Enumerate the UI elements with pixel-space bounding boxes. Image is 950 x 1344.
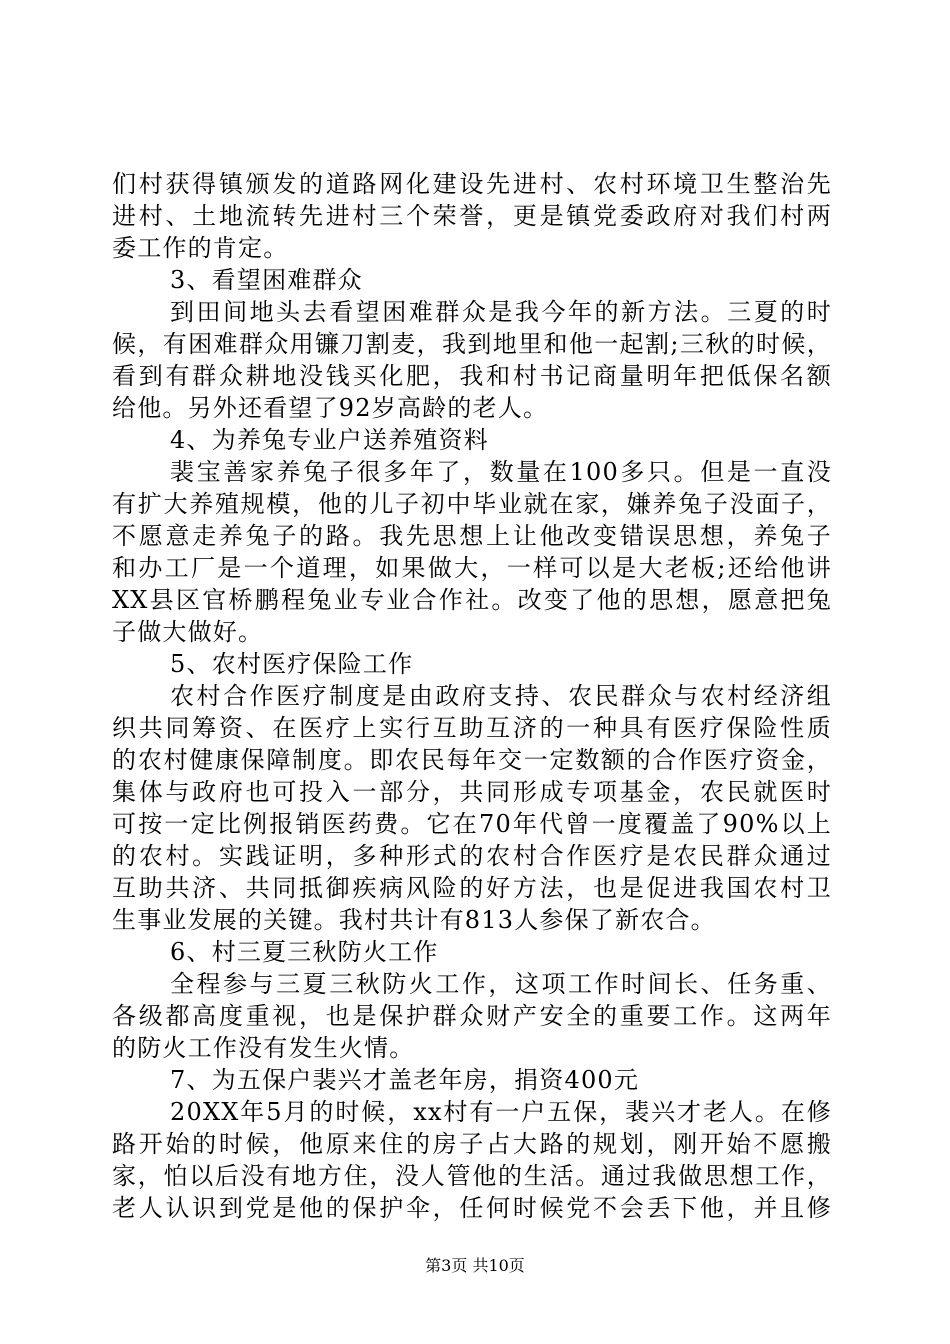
- section-heading: 6、村三夏三秋防火工作: [170, 938, 439, 966]
- page-number: 第3页 共10页: [425, 1256, 525, 1275]
- text-line: 子做大做好。: [112, 618, 264, 646]
- section-heading: 7、为五保户裴兴才盖老年房，捐资400元: [170, 1066, 640, 1094]
- text-line: 全程参与三夏三秋防火工作，这项工作时间长、任务重、: [170, 970, 832, 998]
- page-footer: [0, 1256, 950, 1276]
- text-line: 有扩大养殖规模，他的儿子初中毕业就在家，嫌养兔子没面子，: [112, 490, 832, 518]
- text-line: 给他。另外还看望了92岁高龄的老人。: [112, 394, 549, 422]
- section-heading: 4、为养兔专业户送养殖资料: [170, 426, 489, 454]
- body-text: [112, 168, 832, 1224]
- section-heading: 3、看望困难群众: [170, 266, 363, 294]
- text-line: 可按一定比例报销医药费。它在70年代曾一度覆盖了90%以上: [112, 810, 832, 838]
- text-line: 进村、土地流转先进村三个荣誉，更是镇党委政府对我们村两: [112, 202, 832, 230]
- text-line: 路开始的时候，他原来住的房子占大路的规划，刚开始不愿搬: [112, 1130, 832, 1158]
- text-line: 裴宝善家养兔子很多年了，数量在100多只。但是一直没: [170, 458, 832, 486]
- text-line: 和办工厂是一个道理，如果做大，一样可以是大老板;还给他讲: [112, 554, 832, 582]
- text-line: 生事业发展的关键。我村共计有813人参保了新农合。: [112, 906, 716, 934]
- text-line: 农村合作医疗制度是由政府支持、农民群众与农村经济组: [170, 682, 832, 710]
- section-heading: 5、农村医疗保险工作: [170, 650, 414, 678]
- text-line: 的农村。实践证明，多种形式的农村合作医疗是农民群众通过: [112, 842, 832, 870]
- text-line: 们村获得镇颁发的道路网化建设先进村、农村环境卫生整治先: [112, 170, 832, 198]
- text-line: 的农村健康保障制度。即农民每年交一定数额的合作医疗资金，: [112, 746, 832, 774]
- text-line: 到田间地头去看望困难群众是我今年的新方法。三夏的时: [170, 298, 832, 326]
- text-line: 候，有困难群众用镰刀割麦，我到地里和他一起割;三秋的时候，: [112, 330, 832, 358]
- text-line: 的防火工作没有发生火情。: [112, 1034, 415, 1062]
- text-line: 看到有群众耕地没钱买化肥，我和村书记商量明年把低保名额: [112, 362, 832, 390]
- text-line: 委工作的肯定。: [112, 234, 289, 262]
- text-line: 集体与政府也可投入一部分，共同形成专项基金，农民就医时: [112, 778, 832, 806]
- text-line: 家，怕以后没有地方住，没人管他的生活。通过我做思想工作，: [112, 1162, 832, 1190]
- text-line: 20XX年5月的时候，xx村有一户五保，裴兴才老人。在修: [170, 1098, 832, 1126]
- text-line: 各级都高度重视，也是保护群众财产安全的重要工作。这两年: [112, 1002, 832, 1030]
- text-line: 老人认识到党是他的保护伞，任何时候党不会丢下他，并且修: [112, 1194, 832, 1222]
- text-line: XX县区官桥鹏程兔业专业合作社。改变了他的思想，愿意把兔: [112, 586, 832, 614]
- text-line: 互助共济、共同抵御疾病风险的好方法，也是促进我国农村卫: [112, 874, 832, 902]
- text-line: 织共同筹资、在医疗上实行互助互济的一种具有医疗保险性质: [112, 714, 832, 742]
- text-line: 不愿意走养兔子的路。我先思想上让他改变错误思想，养兔子: [112, 522, 832, 550]
